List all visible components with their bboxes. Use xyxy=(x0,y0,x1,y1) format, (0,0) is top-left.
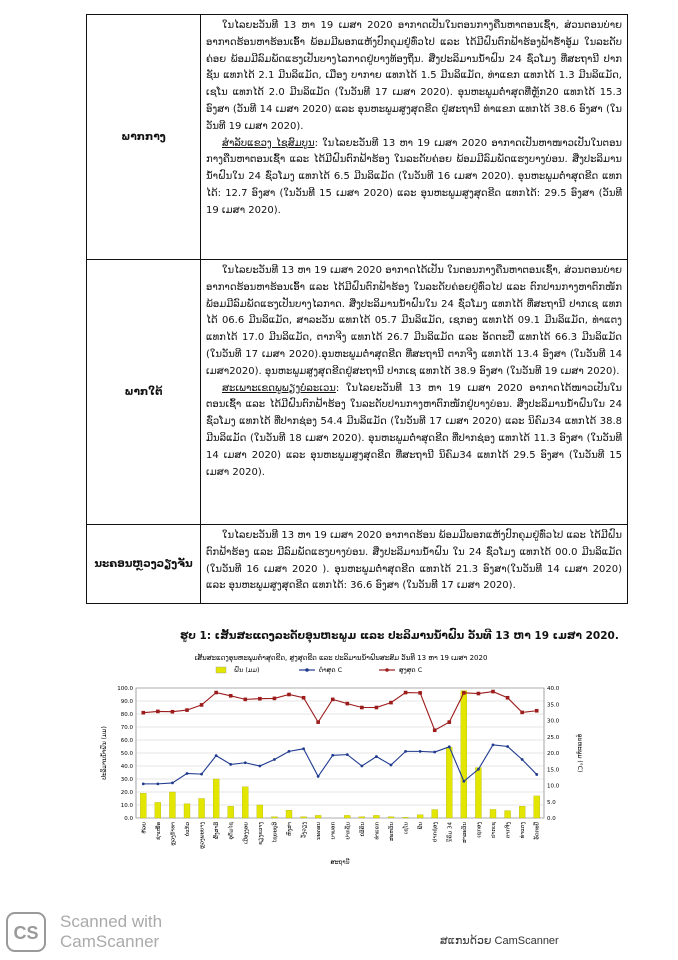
report-cell xyxy=(201,15,628,260)
y2-tick-label: 40.0 xyxy=(547,686,560,692)
paragraph-text: ໃນໄລຍະວັນທີ 13 ຫາ 19 ເມສາ 2020 ອາກາດຮ້ອນ ພ້ອມມີພອກແຫ້ງປົກຄຸມຢູ່ທົ່ວໄປ ແລະ ໄດ້ມີຝົນຕົກຟ້າຮ້ອງ ແລະ ມີລົມພັດແຮງບາງບ່ອນ. ສີ່ງປະລິມານນ້ຳຝົນ ໃນ 24 ຊົ່ວໂມງ ແທກໄດ້ 00.0 ມີນລິແມັດ (ໃນວັນທີ 16 ເມສາ 2020 ). ອຸນຫະພູມຕ່ຳສຸດຂີດ ແທກໄດ້ 21.3 ອົງສາ(ໃນວັນທີ 14 ເມສາ 2020) ແລະ ອຸນຫະພູມສູງສຸດຂີດ ແທກໄດ້: 36.6 ອົງສາ (ໃນວັນທີ 17 ເມສາ 2020). xyxy=(206,530,622,592)
series-point xyxy=(433,728,437,732)
region-cell xyxy=(87,15,201,260)
x-axis-label: ສະຖານີ xyxy=(330,859,350,866)
series-point xyxy=(302,747,305,750)
x-tick-label: ອັດຕະປື xyxy=(534,822,541,840)
y-tick-label: 100.0 xyxy=(117,686,133,692)
series-point xyxy=(433,751,436,754)
y2-tick-label: 30.0 xyxy=(547,718,560,725)
series-point xyxy=(287,693,291,697)
region-name: ພາກໃຕ້ xyxy=(124,386,163,398)
series-point xyxy=(448,745,451,748)
x-tick-label: ວັງວຽງ xyxy=(301,822,308,838)
legend-marker xyxy=(385,668,389,672)
y2-tick-label: 5.0 xyxy=(547,799,556,806)
rain-bar xyxy=(505,811,511,818)
x-tick-label: ບໍ່ແກ້ວ xyxy=(185,822,191,837)
y-tick-label: 80.0 xyxy=(120,712,133,718)
report-cell xyxy=(201,525,628,604)
x-tick-label: ທ່າແຕງ xyxy=(520,822,527,839)
paragraph-text: ໃນໄລຍະວັນທີ 13 ຫາ 19 ເມສາ 2020 ອາກາດເປັນໃນຕອນກາງຄືນຫາຕອນເຊົ້າ, ສ່ວນຕອນບ່າຍອາກາດຮ້ອນຫາຮ້ອນເອົ້າ ພ້ອມມີພອກແຫ້ງປົກຄຸມຢູ່ທົ່ວໄປ ແລະ ໄດ້ມີຝົນຕົກຟ້າຮ້ອງຟ້າຮ້ຳອູ້ມ ໃນລະດັບຄ່ອຍ ພ້ອມມີລົມພັດແຮງເປັນບາງໄລກາດຢູ່ບາງທ້ອງຖິ່ນ. ສີ່ງປະລິມານນ້ຳຝົນ 24 ຊົ່ວໂມງ ທີ່ສະຖານີ ປາກຊັນ ແທກໄດ້ 2.1 ມີນລິແມັດ, ເມືອງ ບາກາຍ ແທກໄດ້ 1.5 ມີນລິແມັດ, ທ່າແຂກ ແທກໄດ້ 1.3 ມີນລິແມັດ, ເຊໂນ ແທກໄດ້ 2.0 ມີນລິແມັດ (ໃນວັນທີ 17 ເມສາ 2020). ອຸນຫະພູມຕ່ຳສຸດທີ່ຫຼັກ20 ແທກໄດ້ 15.3 ອົງສາ (ວັນທີ 14 ເມສາ 2020) ແລະ ອຸນຫະພູມສູງສຸດຂີດ ຢູ່ສະຖານີ ທ່າແຂກ ແທກໄດ້ 38.6 ອົງສາ (ໃນວັນທີ 19 ເມສາ 2020). xyxy=(206,20,622,132)
x-tick-label: ຫົງສາ xyxy=(287,822,293,836)
rain-bar xyxy=(475,768,481,818)
x-tick-label: ທ່າແຂກ xyxy=(374,822,381,840)
series-point xyxy=(288,750,291,753)
series-point xyxy=(229,763,232,766)
temperature-rainfall-chart xyxy=(96,648,586,868)
rain-bar xyxy=(432,810,438,818)
table-row xyxy=(87,525,628,604)
x-tick-label: ຊຽງຂວາງ xyxy=(257,822,264,845)
scanned-with-label: Scanned with xyxy=(60,912,163,931)
rain-bar xyxy=(199,799,205,819)
y2-tick-label: 20.0 xyxy=(547,751,560,757)
series-point xyxy=(258,765,261,768)
series-point xyxy=(360,706,364,710)
series-point xyxy=(360,765,363,768)
report-cell xyxy=(201,260,628,525)
series-point xyxy=(462,691,466,695)
series-point xyxy=(418,691,422,695)
y2-tick-label: 35.0 xyxy=(547,702,560,709)
x-tick-label: ໄຊຍະບູລີ xyxy=(272,822,279,843)
x-tick-label: ບໍລິຄັນ xyxy=(359,822,366,837)
x-tick-label: ຫຼວງພະບາງ xyxy=(199,822,206,849)
report-paragraph xyxy=(206,381,622,482)
y-tick-label: 0.0 xyxy=(124,816,133,822)
sub-area-label: ສຳລັບແຂວງ ໄຊສົມບູນ xyxy=(222,137,315,149)
y-tick-label: 90.0 xyxy=(120,699,133,705)
series-point xyxy=(258,697,262,701)
series-point xyxy=(273,697,277,701)
series-point xyxy=(316,720,320,724)
rain-bar xyxy=(344,815,350,818)
series-point xyxy=(535,709,539,713)
x-tick-label: ນິຄົມ 34 xyxy=(447,822,454,843)
sub-area-label: ສະເພາະເຂດພູພຽງບໍລະເວນ xyxy=(222,382,336,394)
rain-bars xyxy=(140,691,539,818)
series-point xyxy=(185,708,189,712)
y2-tick-label: 15.0 xyxy=(547,767,560,774)
x-tick-label: ຫ້ວຍ xyxy=(141,822,148,834)
rain-bar xyxy=(155,802,161,818)
rain-bar xyxy=(271,817,277,818)
x-tick-label: ເຊກອງ xyxy=(476,822,483,838)
series-point xyxy=(186,772,189,775)
x-tick-label: ຕາກຈີງ xyxy=(505,822,512,839)
series-point xyxy=(477,692,481,696)
report-paragraph xyxy=(206,18,622,136)
series-point xyxy=(331,698,335,702)
x-tick-label: ຊຳເໜືອ xyxy=(155,822,162,840)
series-point xyxy=(390,764,393,767)
chart-labels xyxy=(101,653,583,866)
series-point xyxy=(273,758,276,761)
series-line xyxy=(143,692,536,731)
series-point xyxy=(462,780,465,783)
series-point xyxy=(200,703,204,707)
rain-bar xyxy=(388,817,394,818)
x-tick-label: ພີນ xyxy=(418,822,425,830)
rain-bar xyxy=(257,805,263,818)
rain-bar xyxy=(286,810,292,818)
y2-tick-label: 0.0 xyxy=(547,816,556,822)
y-tick-label: 20.0 xyxy=(120,790,133,796)
svg-text:CS: CS xyxy=(13,923,39,943)
region-name: ນະຄອນຫຼວງວຽງຈັນ xyxy=(94,558,193,570)
rain-bar xyxy=(359,817,365,818)
chart-title: ເສັ້ນສະແດງອຸນຫະພູມຕ່ຳສຸດຂີດ, ສູງສຸດຂີດ ແລະ ປະລິມານນ້ຳຝົນສະສົມ ວັນທີ 13 ຫາ 19 ເມສາ 2020 xyxy=(194,654,488,662)
rain-bar xyxy=(461,691,467,818)
x-tick-label: ເມືອງງອຍ xyxy=(243,822,250,844)
rain-bar xyxy=(213,779,219,818)
series-point xyxy=(200,773,203,776)
series-point xyxy=(346,753,349,756)
scan-footer-text: ສແກນດ້ວຍ CamScanner xyxy=(440,935,559,947)
rain-bar xyxy=(417,815,423,818)
series-point xyxy=(171,782,174,785)
report-paragraph xyxy=(206,136,622,220)
series-point xyxy=(317,775,320,778)
series-point xyxy=(477,768,480,771)
x-tick-label: ເຊໂນ xyxy=(403,822,410,834)
region-cell xyxy=(87,260,201,525)
y-tick-label: 10.0 xyxy=(120,803,133,809)
weather-report-table xyxy=(86,14,628,604)
series-point xyxy=(171,710,175,714)
y-tick-label: 30.0 xyxy=(120,777,133,783)
x-tick-label: ອຸດົມໄຊ xyxy=(228,822,235,840)
series-point xyxy=(491,690,495,694)
rain-bar xyxy=(140,793,146,818)
y2-tick-label: 10.0 xyxy=(547,783,560,790)
legend-swatch xyxy=(216,667,226,673)
camscanner-label: CamScanner xyxy=(60,932,160,951)
series-point xyxy=(506,696,510,700)
rain-bar xyxy=(301,817,307,818)
report-paragraph xyxy=(206,528,622,595)
x-tick-label: ປາກຊັນ xyxy=(345,822,352,840)
region-cell xyxy=(87,525,201,604)
y2-axis-label: ອຸນຫະພູມ (°C) xyxy=(576,733,583,773)
series-point xyxy=(156,710,160,714)
rain-bar xyxy=(519,806,525,818)
series-point xyxy=(243,698,247,702)
table-row xyxy=(87,260,628,525)
rain-bar xyxy=(184,804,190,818)
y-tick-label: 70.0 xyxy=(120,725,133,731)
region-name: ພາກກາງ xyxy=(121,131,166,143)
series-point xyxy=(331,754,334,757)
series-point xyxy=(375,706,379,710)
series-point xyxy=(389,701,393,705)
series-point xyxy=(375,755,378,758)
rain-bar xyxy=(534,796,540,818)
chart-grid xyxy=(136,688,544,818)
rain-bar xyxy=(242,787,248,818)
rain-bar xyxy=(373,815,379,818)
y-axis-label: ປະລິມານນ້ຳຝົນ (ມມ) xyxy=(101,726,108,780)
paragraph-text: : ໃນໄລຍະວັນທີ 13 ຫາ 19 ເມສາ 2020 ອາກາດໄດ້ໜາວເປັນໃນຕອນເຊົ້າ ແລະ ໄດ້ມີຝົນຕົກຟ້າຮ້ອງ ໃນລະດັບປານກາງຫາຕົກໜັກຢູ່ບາງບ່ອນ. ສີ່ງປະລິມານນ້ຳຝົນໃນ 24 ຊົ່ວໂມງ ແທກໄດ້ ທີ່ປາກຊ່ອງ 54.4 ມີນລິແມັດ (ໃນວັນທີ 17 ເມສາ 2020) ແລະ ນິຄົມ34 ແທກໄດ້ 38.8 ມີນລິແມັດ (ໃນວັນທີ 18 ເມສາ 2020). ອຸນຫະພູມຕ່ຳສຸດຂີດ ທີ່ປາກຊ່ອງ ແທກໄດ້ 11.3 ອົງສາ (ໃນວັນທີ 14 ເມສາ 2020) ແລະ ອຸນຫະພູມສູງສຸດຂີດ ທີ່ສະຖານີ ນິຄົມ34 ແທກໄດ້ 29.5 ອົງສາ (ໃນວັນທີ 15 ເມສາ 2020). xyxy=(206,382,622,478)
x-tick-label: ປາກເຊ xyxy=(491,822,497,838)
legend-marker xyxy=(305,668,309,672)
series-point xyxy=(141,711,145,715)
y2-tick-label: 25.0 xyxy=(547,734,560,741)
series-point xyxy=(142,782,145,785)
rain-bar xyxy=(315,815,321,818)
x-tick-label: ສະຫວັນ xyxy=(389,822,395,841)
series-point xyxy=(492,743,495,746)
series-point xyxy=(447,720,451,724)
table-row xyxy=(87,15,628,260)
x-tick-label: ສາລະວັນ xyxy=(461,822,468,843)
series-point xyxy=(535,773,538,776)
rain-bar xyxy=(490,809,496,818)
rain-bar xyxy=(169,792,175,818)
x-tick-label: ນາພອກ xyxy=(330,822,337,840)
paragraph-text: ໃນໄລຍະວັນທີ 13 ຫາ 19 ເມສາ 2020 ອາກາດໄດ້ເປັນ ໃນຕອນກາງຄືນຫາຕອນເຊົ້າ, ສ່ວນຕອນບ່າຍອາກາດຮ້ອນຫາຮ້ອນເອົ້າ ແລະ ໄດ້ມີຝົນຕົກຟ້າຮ້ອງ ໃນລະດັບຄ່ອຍຢູ່ທົ່ວໄປ ແລະ ຕົກປານກາງຫາຕົກໜັກ ພ້ອມມີລົມພັດແຮງເປັນບາງໄລກາດ. ສີ່ງປະລິມານນ້ຳຝົນໃນ 24 ຊົ່ວໂມງ ແທກໄດ້ ທີ່ສະຖານີ ປາກເຊ ແທກໄດ້ 06.6 ມີນລິແມັດ, ສາລະວັນ ແທກໄດ້ 05.7 ມີນລິແມັດ, ເຊກອງ ແທກໄດ້ 09.1 ມີນລິແມັດ, ທ່າແຕງ ແທກໄດ້ 17.0 ມີນລິແມັດ, ຕາກຈີງ ແທກໄດ້ 26.7 ມີນລິແມັດ ແລະ ອັດຕະປື ແທກໄດ້ 66.3 ມີນລິແມັດ (ໃນວັນທີ 17 ເມສາ 2020).ອຸນຫະພູມຕ່ຳສຸດຂີດ ທີ່ສະຖານີ ຕາກຈີງ ແທກໄດ້ 13.4 ອົງສາ (ໃນວັນທີ 14 ເມສາ2020). ອຸນຫະພູມສູງສຸດຂີດຢູ່ສະຖານີ ປາກເຊ ແທກໄດ້ 38.9 ອົງສາ (ໃນວັນທີ 19 ເມສາ 2020). xyxy=(206,265,622,377)
x-tick-label: ຜົ້ງສາລີ xyxy=(214,822,221,840)
series-point xyxy=(506,745,509,748)
x-tick-label: ປາກຊ່ອງ xyxy=(432,822,439,842)
legend-label: ຕ່ຳສຸດ C xyxy=(319,666,343,674)
series-point xyxy=(521,758,524,761)
series-point xyxy=(215,754,218,757)
legend-label: ສູງສຸດ C xyxy=(399,666,423,674)
series-point xyxy=(302,696,306,700)
series-point xyxy=(404,691,408,695)
x-tick-label: ນະຄອນ xyxy=(316,822,323,840)
series-point xyxy=(214,691,218,695)
figure-caption: ຮູບ 1: ເສັ້ນສະແດງລະດັບອຸນຫະພູມ ແລະ ປະລິມານນ້ຳຝົນ ວັນທີ 13 ຫາ 19 ເມສາ 2020. xyxy=(180,630,619,642)
y-tick-label: 40.0 xyxy=(120,764,133,770)
rain-bar xyxy=(228,806,234,818)
paragraph-text: : ໃນໄລຍະວັນທີ 13 ຫາ 19 ເມສາ 2020 ອາກາດເປັນຫາໜາວເປັນໃນຕອນກາງຄືນຫາຕອນເຊົ້າ ແລະ ໄດ້ມີຝົນຕົກຟ້າຮ້ອງ ໃນລະດັບຄ່ອຍ ພ້ອມມີລົມພັດແຮງບາງບ່ອນ. ສີ່ງປະລິມານນ້ຳຝົນໃນ 24 ຊົ່ວໂມງ ແທກໄດ້ 6.5 ມີນລິແມັດ (ໃນວັນທີ 16 ເມສາ 2020). ອຸນຫະພູມຕ່ຳສຸດຂີດ ແທກໄດ້: 12.7 ອົງສາ (ໃນວັນທີ 15 ເມສາ 2020) ແລະ ອຸນຫະພູມສູງສຸດຂີດ ແທກໄດ້: 29.5 ອົງສາ (ວັນທີ 19 ເມສາ 2020). xyxy=(206,137,622,216)
y-tick-label: 60.0 xyxy=(120,738,133,744)
series-point xyxy=(520,711,524,715)
legend-label: ຝົນ (ມມ) xyxy=(234,666,260,674)
series-point xyxy=(244,761,247,764)
series-point xyxy=(345,702,349,706)
y-tick-label: 50.0 xyxy=(120,751,133,757)
report-paragraph xyxy=(206,263,622,381)
series-point xyxy=(404,750,407,753)
rain-bar xyxy=(403,817,409,818)
series-point xyxy=(229,694,233,698)
rain-bar xyxy=(446,747,452,818)
series-point xyxy=(156,782,159,785)
camscanner-logo-icon xyxy=(6,912,46,952)
x-tick-label: ຫຼວງນ້ຳທາ xyxy=(170,822,177,846)
series-point xyxy=(419,750,422,753)
